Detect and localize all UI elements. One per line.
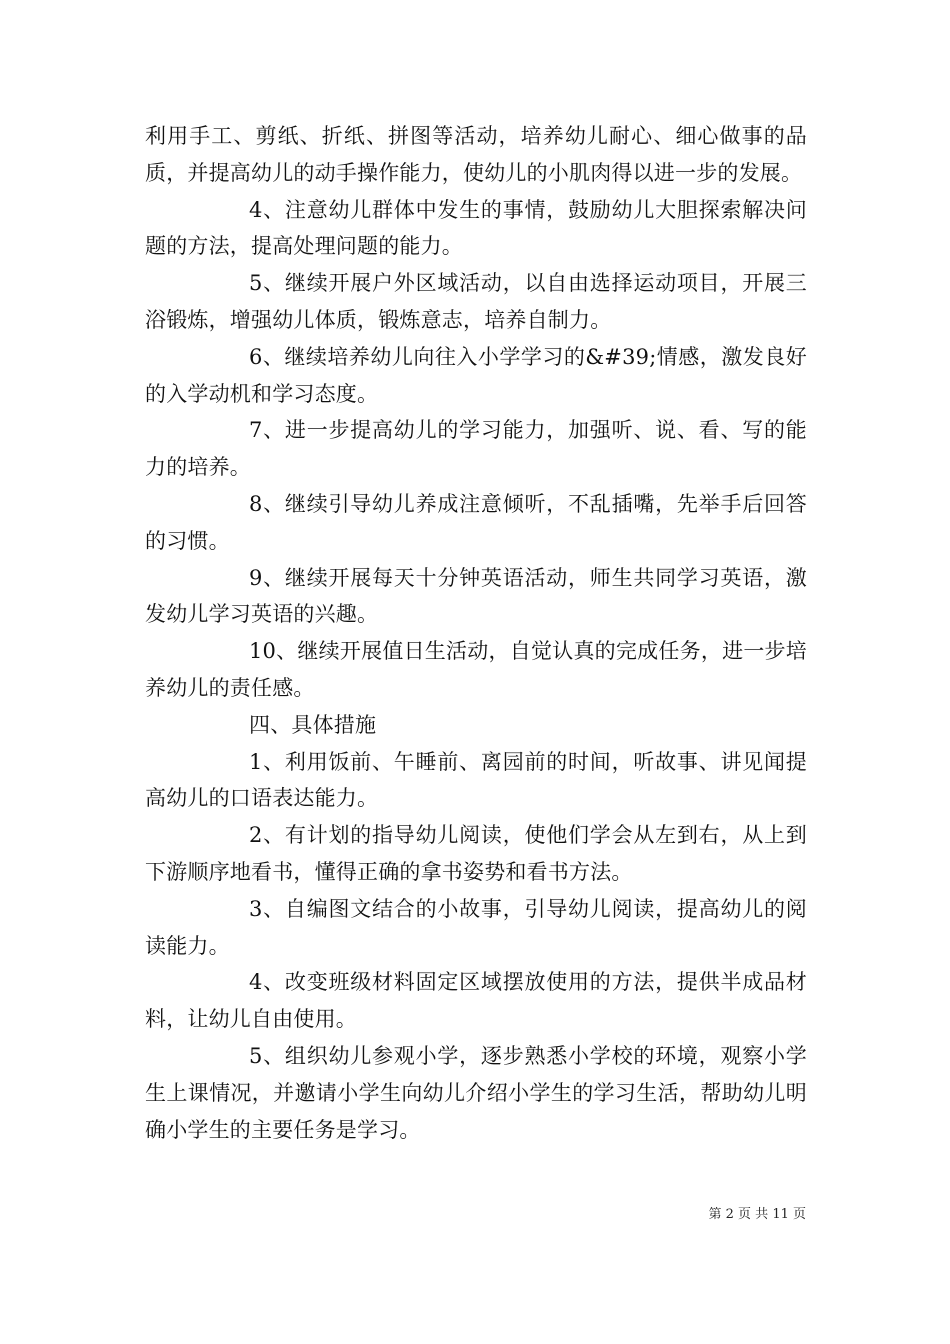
document-body [145,118,807,1148]
paragraph-item-9: 9、继续开展每天十分钟英语活动，师生共同学习英语，激发幼儿学习英语的兴趣。 [145,565,807,627]
paragraph-item-6: 6、继续培养幼儿向往入小学学习的&#39;情感，激发良好的入学动机和学习态度。 [145,344,807,406]
paragraph-item-10: 10、继续开展值日生活动，自觉认真的完成任务，进一步培养幼儿的责任感。 [145,639,807,700]
paragraph-measure-5: 5、组织幼儿参观小学，逐步熟悉小学校的环境，观察小学生上课情况，并邀请小学生向幼儿介绍小学生的学习生活，帮助幼儿明确小学生的主要任务是学习。 [145,1043,807,1142]
paragraph-item-4: 4、注意幼儿群体中发生的事情，鼓励幼儿大胆探索解决问题的方法，提高处理问题的能力。 [145,197,807,259]
paragraph-measure-3: 3、自编图文结合的小故事，引导幼儿阅读，提高幼儿的阅读能力。 [145,896,807,958]
paragraph-item-8: 8、继续引导幼儿养成注意倾听，不乱插嘴，先举手后回答的习惯。 [145,491,807,553]
page-number-footer: 第 2 页 共 11 页 [708,1207,806,1222]
paragraph-measure-2: 2、有计划的指导幼儿阅读，使他们学会从左到右，从上到下游顺序地看书，懂得正确的拿书姿势和看书方法。 [145,823,807,884]
paragraph-measure-1: 1、利用饭前、午睡前、离园前的时间，听故事、讲见闻提高幼儿的口语表达能力。 [145,749,807,811]
paragraph-item-5: 5、继续开展户外区域活动，以自由选择运动项目，开展三浴锻炼，增强幼儿体质，锻炼意志，培养自制力。 [145,271,807,332]
section-heading-measures: 四、具体措施 [249,712,377,737]
paragraph-item-7: 7、进一步提高幼儿的学习能力，加强听、说、看、写的能力的培养。 [145,418,807,480]
paragraph-measure-4: 4、改变班级材料固定区域摆放使用的方法，提供半成品材料，让幼儿自由使用。 [145,970,807,1032]
paragraph-continuation: 利用手工、剪纸、折纸、拼图等活动，培养幼儿耐心、细心做事的品质，并提高幼儿的动手操作能力，使幼儿的小肌肉得以进一步的发展。 [145,124,807,185]
